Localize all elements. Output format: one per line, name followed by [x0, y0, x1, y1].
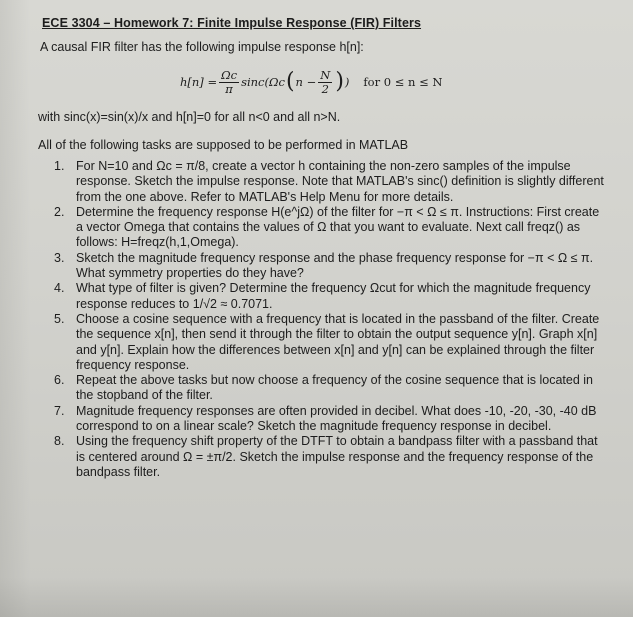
task-text: Choose a cosine sequence with a frequency that is located in the passband of the filter. Create the sequence x[n], then send it through the filter to obtain the output sequence y[n]. Graph x[n] and y[n]. Explain how the differences between x[n] and y[n] can be explained through the filter frequency response. — [76, 311, 600, 372]
paper-shadow-bottom — [0, 577, 633, 617]
formula-sinc: sinc(Ωc — [241, 75, 285, 89]
tasks-intro: All of the following tasks are supposed to be performed in MATLAB — [38, 138, 409, 152]
formula-paren-close: ) — [335, 69, 344, 94]
task-item — [54, 404, 605, 435]
task-item — [54, 373, 605, 404]
formula-fraction — [219, 69, 239, 96]
task-number: 5. — [54, 311, 65, 326]
task-number: 7. — [54, 403, 65, 418]
task-number: 2. — [54, 204, 65, 219]
task-text: What type of filter is given? Determine the frequency Ωcut for which the magnitude frequency response reduces to 1/√2 ≈ 0.7071. — [76, 281, 591, 311]
formula-half-fraction — [318, 69, 332, 96]
task-list — [54, 159, 605, 480]
task-number: 4. — [54, 281, 65, 296]
task-text: Using the frequency shift property of the DTFT to obtain a bandpass filter with a passband that is centered around Ω = ±π/2. Sketch the impulse response and the frequency response of the bandpass filter. — [76, 434, 598, 479]
document-title: ECE 3304 – Homework 7: Finite Impulse Response (FIR) Filters — [42, 16, 422, 30]
task-number: 6. — [54, 373, 65, 388]
formula-paren-open: ( — [285, 69, 295, 94]
task-number: 1. — [54, 159, 65, 173]
task-text: Magnitude frequency responses are often provided in decibel. What does -10, -20, -30, -40 dB correspond to on a linear scale? Sketch the magnitude frequency response in decibel. — [76, 403, 597, 434]
task-number: 8. — [54, 434, 65, 449]
formula-n-minus: n − — [295, 75, 317, 89]
task-text: For N=10 and Ωc = π/8, create a vector h containing the non-zero samples of the impulse response. Sketch the impulse response. Note that MATLAB's sinc() definition is slightly different from the one above. Refer to MATLAB's Help Menu for more details. — [76, 159, 604, 204]
formula-close: ) — [344, 75, 350, 89]
task-item — [54, 434, 605, 480]
task-text: Sketch the magnitude frequency response and the phase frequency response for −π < Ω ≤ π. What symmetry properties do they have? — [76, 250, 594, 281]
task-number: 3. — [54, 250, 65, 265]
formula-frac-denominator: π — [225, 81, 233, 96]
formula-frac-numerator: Ωc — [221, 67, 238, 82]
formula-lhs: h[n] = — [180, 75, 218, 89]
task-item — [54, 251, 605, 282]
formula-condition: for 0 ≤ n ≤ N — [363, 75, 443, 89]
intro-text: A causal FIR filter has the following impulse response h[n]: — [40, 40, 364, 54]
formula-half-numerator: N — [320, 67, 331, 82]
task-text: Repeat the above tasks but now choose a frequency of the cosine sequence that is located in the stopband of the filter. — [76, 373, 594, 403]
task-item — [54, 312, 605, 373]
formula-half-denominator: 2 — [321, 81, 329, 96]
task-text: Determine the frequency response H(e^jΩ) of the filter for −π < Ω ≤ π. Instructions: First create a vector Omega that contains the values of Ω that you want to evaluate. Next call freqz() as follows: H=freqz(h,1,Omega). — [76, 204, 600, 250]
paper-shadow-left — [0, 0, 30, 617]
task-item — [54, 159, 605, 205]
sinc-definition-note: with sinc(x)=sin(x)/x and h[n]=0 for all n<0 and all n>N. — [38, 110, 341, 124]
task-item — [54, 205, 605, 251]
impulse-response-formula — [180, 62, 605, 102]
task-item — [54, 281, 605, 312]
